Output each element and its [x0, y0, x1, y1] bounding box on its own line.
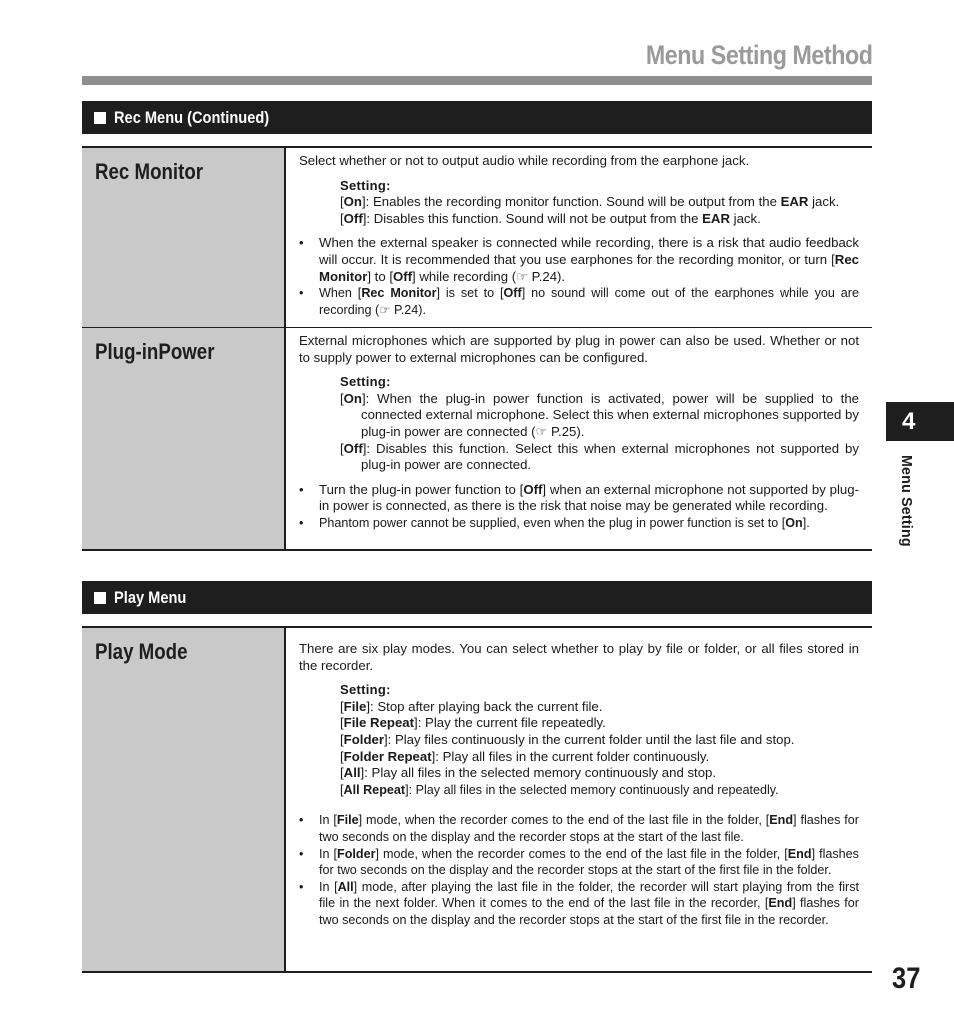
setting-option: [On]: When the plug-in power function is activated, power will be supplied to the connected external microphone. Select this when external microphones supported by plug-in power are connected (☞ P.25).	[340, 390, 859, 439]
setting-option: [Folder]: Play files continuously in the current folder until the last file and stop.	[340, 731, 795, 747]
menu-item-label: Play Mode	[95, 639, 188, 664]
setting-option: [File]: Stop after playing back the current file.	[340, 698, 603, 714]
menu-row-play-mode	[82, 628, 872, 971]
menu-row-rec-monitor	[82, 148, 872, 327]
setting-option: [On]: Enables the recording monitor function. Sound will be output from the EAR jack.	[340, 194, 840, 210]
setting-option: [Off]: Disables this function. Select this when external microphones not supported by plug-in power are connected.	[340, 440, 859, 473]
setting-option: [Folder Repeat]: Play all files in the current folder continuously.	[340, 748, 710, 764]
square-bullet-icon	[94, 592, 106, 604]
rec-menu-table	[82, 146, 872, 551]
setting-title: Setting:	[340, 682, 391, 698]
setting-option: [All Repeat]: Play all files in the selected memory continuously and repeatedly.	[340, 782, 779, 797]
notes-list	[299, 482, 859, 532]
play-menu-table	[82, 626, 872, 973]
note-item: • In [File] mode, when the recorder comes to the end of the last file in the folder, [End] flashes for two seconds on the display and the recorder stops at the start of the last file.	[299, 812, 859, 845]
intro-text: External microphones which are supported by plug in power can also be used. Whether or not to supply power to external microphones can be configured.	[299, 333, 859, 365]
note-item: • In [All] mode, after playing the last file in the folder, the recorder will start playing from the first file in the next folder. When it comes to the end of the last file in the recorder, [End] flashes for two seconds on the display and the recorder stops at the start of the first file in the recorder.	[299, 879, 859, 929]
menu-item-label: Plug-inPower	[95, 339, 215, 364]
notes-list	[299, 235, 859, 318]
title-rule	[82, 76, 872, 85]
setting-title: Setting:	[340, 374, 391, 390]
section-heading-rec-menu	[82, 101, 872, 134]
chapter-label-text: Menu Setting	[898, 455, 915, 547]
page-number: 37	[891, 962, 920, 995]
intro-text: Select whether or not to output audio while recording from the earphone jack.	[299, 153, 750, 168]
menu-label-cell	[82, 328, 286, 549]
menu-description	[286, 628, 872, 971]
menu-label-cell	[82, 148, 286, 327]
note-item: • In [Folder] mode, when the recorder comes to the end of the last file in the folder, [End] flashes for two seconds on the display and the recorder stops at the start of the first file in the folder.	[299, 846, 859, 879]
chapter-side-label	[898, 455, 918, 565]
note-item: • Phantom power cannot be supplied, even when the plug in power function is set to [On].	[299, 515, 859, 532]
chapter-number: 4	[902, 408, 916, 435]
menu-item-label: Rec Monitor	[95, 159, 204, 184]
setting-block	[340, 374, 859, 474]
setting-option: [Off]: Disables this function. Sound will not be output from the EAR jack.	[340, 210, 761, 226]
chapter-tab	[886, 402, 954, 441]
setting-option: [File Repeat]: Play the current file repeatedly.	[340, 715, 606, 731]
notes-list	[299, 812, 859, 928]
menu-description	[286, 328, 872, 549]
section-heading-text: Play Menu	[114, 588, 187, 607]
setting-option: [All]: Play all files in the selected memory continuously and stop.	[340, 765, 717, 781]
menu-description	[286, 148, 872, 327]
setting-title: Setting:	[340, 177, 391, 193]
page-title: Menu Setting Method	[645, 40, 872, 70]
section-heading-text: Rec Menu (Continued)	[114, 108, 270, 127]
menu-label-cell	[82, 628, 286, 971]
setting-block	[340, 682, 859, 798]
note-item: • Turn the plug-in power function to [Off] when an external microphone not supported by plug-in power is connected, as there is the risk that noise may be generated while recording.	[299, 482, 859, 515]
square-bullet-icon	[94, 112, 106, 124]
note-item: • When the external speaker is connected while recording, there is a risk that audio feedback will occur. It is recommended that you use earphones for the recording monitor, or turn [Rec Monitor] to [Off] while recording (☞ P.24).	[299, 235, 859, 285]
section-heading-play-menu	[82, 581, 872, 614]
setting-block	[340, 178, 859, 228]
intro-text: There are six play modes. You can select whether to play by file or folder, or all files stored in the recorder.	[299, 641, 859, 673]
menu-row-plug-in-power	[82, 327, 872, 549]
note-item: • When [Rec Monitor] is set to [Off] no sound will come out of the earphones while you are recording (☞ P.24).	[299, 285, 859, 318]
